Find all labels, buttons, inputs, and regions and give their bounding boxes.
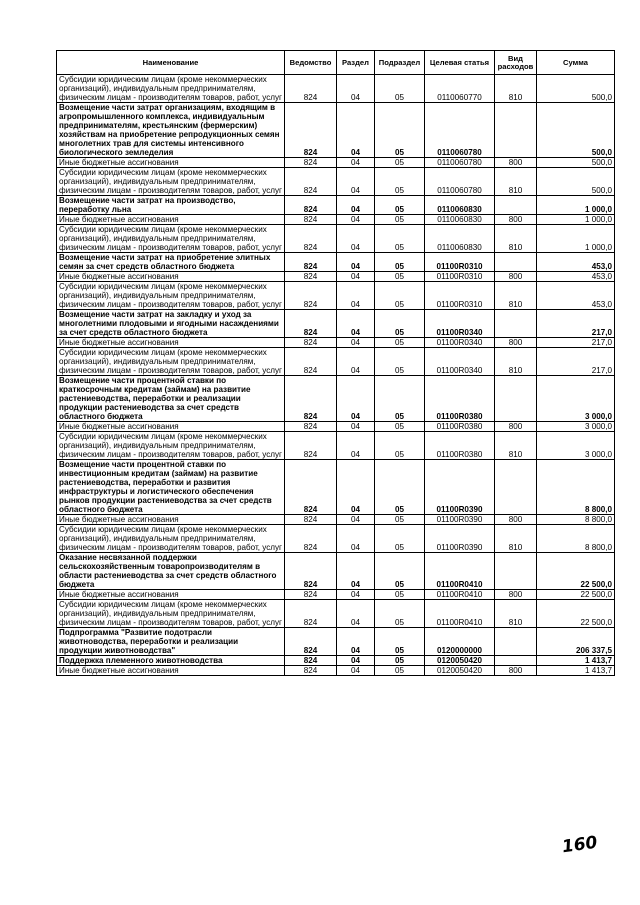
table-row	[57, 215, 615, 225]
table-row	[57, 158, 615, 168]
table-row	[57, 225, 615, 253]
row-sum: 217,0	[537, 338, 615, 348]
table-row	[57, 590, 615, 600]
row-target: 01100R0310	[425, 253, 495, 272]
row-sum: 217,0	[537, 348, 615, 376]
row-podrazdel: 05	[375, 432, 425, 460]
row-razdel: 04	[337, 338, 375, 348]
row-vedomstvo: 824	[285, 515, 337, 525]
row-target: 01100R0340	[425, 310, 495, 338]
row-podrazdel: 05	[375, 460, 425, 515]
row-vedomstvo: 824	[285, 215, 337, 225]
row-sum: 3 000,0	[537, 422, 615, 432]
row-razdel: 04	[337, 272, 375, 282]
table-row	[57, 376, 615, 422]
row-podrazdel: 05	[375, 422, 425, 432]
row-name: Субсидии юридическим лицам (кроме некоммерческих организаций), индивидуальным предпринимателям, физическим лицам - производителям товаров, работ, услуг	[57, 168, 285, 196]
row-vid	[495, 196, 537, 215]
row-razdel: 04	[337, 310, 375, 338]
row-vid: 800	[495, 590, 537, 600]
table-row	[57, 348, 615, 376]
row-name: Подпрограмма "Развитие подотрасли животноводства, переработки и реализации продукции животноводства"	[57, 628, 285, 656]
row-vid	[495, 376, 537, 422]
table-row	[57, 515, 615, 525]
row-razdel: 04	[337, 628, 375, 656]
row-name: Возмещение части затрат на приобретение элитных семян за счет средств областного бюджета	[57, 253, 285, 272]
table-row	[57, 553, 615, 590]
row-vedomstvo: 824	[285, 590, 337, 600]
row-name: Иные бюджетные ассигнования	[57, 272, 285, 282]
table-row	[57, 168, 615, 196]
row-name: Иные бюджетные ассигнования	[57, 422, 285, 432]
row-target: 0110060770	[425, 75, 495, 103]
header-name: Наименование	[57, 51, 285, 75]
table-row	[57, 282, 615, 310]
row-vedomstvo: 824	[285, 225, 337, 253]
row-vedomstvo: 824	[285, 103, 337, 158]
row-vid: 800	[495, 272, 537, 282]
header-vid: Вид расходов	[495, 51, 537, 75]
row-podrazdel: 05	[375, 525, 425, 553]
row-target: 0110060830	[425, 196, 495, 215]
table-row	[57, 196, 615, 215]
row-target: 01100R0410	[425, 553, 495, 590]
table-row	[57, 272, 615, 282]
table-row	[57, 656, 615, 666]
row-sum: 1 413,7	[537, 666, 615, 676]
row-sum: 206 337,5	[537, 628, 615, 656]
row-vedomstvo: 824	[285, 310, 337, 338]
row-target: 01100R0340	[425, 338, 495, 348]
row-sum: 453,0	[537, 282, 615, 310]
row-vid: 810	[495, 75, 537, 103]
table-row	[57, 75, 615, 103]
row-razdel: 04	[337, 215, 375, 225]
row-vedomstvo: 824	[285, 460, 337, 515]
row-razdel: 04	[337, 515, 375, 525]
row-vid	[495, 656, 537, 666]
table-row	[57, 600, 615, 628]
row-name: Субсидии юридическим лицам (кроме некоммерческих организаций), индивидуальным предпринимателям, физическим лицам - производителям товаров, работ, услуг	[57, 225, 285, 253]
row-razdel: 04	[337, 158, 375, 168]
row-razdel: 04	[337, 590, 375, 600]
row-target: 01100R0310	[425, 282, 495, 310]
row-vid	[495, 310, 537, 338]
row-sum: 22 500,0	[537, 600, 615, 628]
row-vedomstvo: 824	[285, 432, 337, 460]
row-sum: 500,0	[537, 158, 615, 168]
row-podrazdel: 05	[375, 310, 425, 338]
table-row	[57, 628, 615, 656]
row-name: Субсидии юридическим лицам (кроме некоммерческих организаций), индивидуальным предпринимателям, физическим лицам - производителям товаров, работ, услуг	[57, 600, 285, 628]
row-vid: 810	[495, 432, 537, 460]
row-name: Иные бюджетные ассигнования	[57, 215, 285, 225]
row-target: 0110060780	[425, 168, 495, 196]
row-razdel: 04	[337, 460, 375, 515]
row-razdel: 04	[337, 666, 375, 676]
row-sum: 3 000,0	[537, 376, 615, 422]
row-target: 01100R0410	[425, 600, 495, 628]
row-name: Оказание несвязанной поддержки сельскохозяйственным товаропроизводителям в области растениеводства за счет средств областного бюджета	[57, 553, 285, 590]
row-target: 01100R0390	[425, 515, 495, 525]
header-sum: Сумма	[537, 51, 615, 75]
row-name: Иные бюджетные ассигнования	[57, 515, 285, 525]
row-vedomstvo: 824	[285, 628, 337, 656]
row-vedomstvo: 824	[285, 525, 337, 553]
row-podrazdel: 05	[375, 272, 425, 282]
table-row	[57, 525, 615, 553]
row-podrazdel: 05	[375, 103, 425, 158]
row-razdel: 04	[337, 282, 375, 310]
row-sum: 22 500,0	[537, 590, 615, 600]
row-target: 0120000000	[425, 628, 495, 656]
row-podrazdel: 05	[375, 75, 425, 103]
row-podrazdel: 05	[375, 348, 425, 376]
row-target: 01100R0380	[425, 422, 495, 432]
row-razdel: 04	[337, 656, 375, 666]
row-razdel: 04	[337, 376, 375, 422]
row-podrazdel: 05	[375, 196, 425, 215]
row-razdel: 04	[337, 103, 375, 158]
row-razdel: 04	[337, 525, 375, 553]
row-target: 0110060830	[425, 225, 495, 253]
row-sum: 1 000,0	[537, 225, 615, 253]
row-sum: 500,0	[537, 168, 615, 196]
header-target: Целевая статья	[425, 51, 495, 75]
row-name: Поддержка племенного животноводства	[57, 656, 285, 666]
row-name: Иные бюджетные ассигнования	[57, 158, 285, 168]
row-target: 01100R0340	[425, 348, 495, 376]
row-podrazdel: 05	[375, 338, 425, 348]
row-target: 0120050420	[425, 656, 495, 666]
row-vid: 810	[495, 225, 537, 253]
row-podrazdel: 05	[375, 515, 425, 525]
row-name: Иные бюджетные ассигнования	[57, 338, 285, 348]
row-podrazdel: 05	[375, 282, 425, 310]
row-vedomstvo: 824	[285, 422, 337, 432]
row-name: Субсидии юридическим лицам (кроме некоммерческих организаций), индивидуальным предпринимателям, физическим лицам - производителям товаров, работ, услуг	[57, 282, 285, 310]
row-target: 01100R0410	[425, 590, 495, 600]
row-sum: 1 413,7	[537, 656, 615, 666]
row-vid: 810	[495, 282, 537, 310]
row-vid: 810	[495, 348, 537, 376]
row-name: Иные бюджетные ассигнования	[57, 590, 285, 600]
row-vid: 800	[495, 215, 537, 225]
row-vid: 800	[495, 515, 537, 525]
row-name: Иные бюджетные ассигнования	[57, 666, 285, 676]
row-target: 01100R0310	[425, 272, 495, 282]
row-sum: 1 000,0	[537, 215, 615, 225]
row-sum: 1 000,0	[537, 196, 615, 215]
row-name: Возмещение части затрат на производство, переработку льна	[57, 196, 285, 215]
row-sum: 217,0	[537, 310, 615, 338]
row-vedomstvo: 824	[285, 253, 337, 272]
row-vid	[495, 553, 537, 590]
row-vid: 800	[495, 422, 537, 432]
row-vedomstvo: 824	[285, 272, 337, 282]
row-vedomstvo: 824	[285, 75, 337, 103]
row-name: Возмещение части затрат организациям, входящим в агропромышленного комплекса, индивидуальным предпринимателям, крестьянским (фермерским) хозяйствам на приобретение репродукционных семян многолетних трав для системы интенсивного биологического земледелия	[57, 103, 285, 158]
row-vid	[495, 460, 537, 515]
table-row	[57, 310, 615, 338]
row-vid: 810	[495, 600, 537, 628]
row-vid	[495, 628, 537, 656]
row-name: Возмещение части процентной ставки по краткосрочным кредитам (займам) на развитие растениеводства, переработки и реализации продукции растениеводства за счет средств областного бюджета	[57, 376, 285, 422]
row-podrazdel: 05	[375, 168, 425, 196]
table-row	[57, 338, 615, 348]
row-vedomstvo: 824	[285, 196, 337, 215]
row-razdel: 04	[337, 553, 375, 590]
row-sum: 500,0	[537, 103, 615, 158]
table-body	[57, 75, 615, 676]
row-name: Субсидии юридическим лицам (кроме некоммерческих организаций), индивидуальным предпринимателям, физическим лицам - производителям товаров, работ, услуг	[57, 75, 285, 103]
row-sum: 453,0	[537, 272, 615, 282]
row-sum: 8 800,0	[537, 525, 615, 553]
row-sum: 22 500,0	[537, 553, 615, 590]
row-vid	[495, 103, 537, 158]
row-razdel: 04	[337, 196, 375, 215]
row-podrazdel: 05	[375, 215, 425, 225]
row-target: 0120050420	[425, 666, 495, 676]
budget-table	[56, 50, 615, 676]
row-razdel: 04	[337, 422, 375, 432]
row-vedomstvo: 824	[285, 168, 337, 196]
row-target: 0110060780	[425, 158, 495, 168]
row-vedomstvo: 824	[285, 376, 337, 422]
table-header-row	[57, 51, 615, 75]
row-sum: 8 800,0	[537, 515, 615, 525]
row-target: 0110060830	[425, 215, 495, 225]
row-vid: 800	[495, 158, 537, 168]
table-row	[57, 253, 615, 272]
row-name: Возмещение части затрат на закладку и уход за многолетними плодовыми и ягодными насаждениями за счет средств областного бюджета	[57, 310, 285, 338]
row-sum: 3 000,0	[537, 432, 615, 460]
row-vid	[495, 253, 537, 272]
row-vedomstvo: 824	[285, 348, 337, 376]
row-vedomstvo: 824	[285, 338, 337, 348]
row-podrazdel: 05	[375, 656, 425, 666]
row-vedomstvo: 824	[285, 600, 337, 628]
row-target: 01100R0390	[425, 525, 495, 553]
row-target: 01100R0390	[425, 460, 495, 515]
row-podrazdel: 05	[375, 666, 425, 676]
row-razdel: 04	[337, 600, 375, 628]
row-podrazdel: 05	[375, 553, 425, 590]
row-sum: 8 800,0	[537, 460, 615, 515]
row-razdel: 04	[337, 168, 375, 196]
row-target: 0110060780	[425, 103, 495, 158]
row-vedomstvo: 824	[285, 282, 337, 310]
row-vid: 800	[495, 666, 537, 676]
row-name: Возмещение части процентной ставки по инвестиционным кредитам (займам) на развитие растениеводства, переработки и развития инфраструктуры и логистического обеспечения рынков продукции растениеводства за счет средств областного бюджета	[57, 460, 285, 515]
row-podrazdel: 05	[375, 253, 425, 272]
table-row	[57, 103, 615, 158]
header-vedomstvo: Ведомство	[285, 51, 337, 75]
row-vedomstvo: 824	[285, 158, 337, 168]
row-podrazdel: 05	[375, 376, 425, 422]
row-podrazdel: 05	[375, 600, 425, 628]
row-name: Субсидии юридическим лицам (кроме некоммерческих организаций), индивидуальным предпринимателям, физическим лицам - производителям товаров, работ, услуг	[57, 348, 285, 376]
page-number: 160	[560, 832, 599, 858]
row-podrazdel: 05	[375, 590, 425, 600]
row-podrazdel: 05	[375, 628, 425, 656]
row-vedomstvo: 824	[285, 553, 337, 590]
table-row	[57, 422, 615, 432]
row-name: Субсидии юридическим лицам (кроме некоммерческих организаций), индивидуальным предпринимателям, физическим лицам - производителям товаров, работ, услуг	[57, 525, 285, 553]
header-razdel: Раздел	[337, 51, 375, 75]
row-podrazdel: 05	[375, 158, 425, 168]
row-razdel: 04	[337, 432, 375, 460]
row-vid: 800	[495, 338, 537, 348]
table-row	[57, 666, 615, 676]
row-vedomstvo: 824	[285, 666, 337, 676]
row-podrazdel: 05	[375, 225, 425, 253]
row-razdel: 04	[337, 75, 375, 103]
row-sum: 453,0	[537, 253, 615, 272]
row-razdel: 04	[337, 225, 375, 253]
table-row	[57, 460, 615, 515]
row-razdel: 04	[337, 253, 375, 272]
row-target: 01100R0380	[425, 432, 495, 460]
row-sum: 500,0	[537, 75, 615, 103]
row-vid: 810	[495, 525, 537, 553]
row-name: Субсидии юридическим лицам (кроме некоммерческих организаций), индивидуальным предпринимателям, физическим лицам - производителям товаров, работ, услуг	[57, 432, 285, 460]
row-razdel: 04	[337, 348, 375, 376]
row-vid: 810	[495, 168, 537, 196]
row-target: 01100R0380	[425, 376, 495, 422]
header-podrazdel: Подраздел	[375, 51, 425, 75]
row-vedomstvo: 824	[285, 656, 337, 666]
table-row	[57, 432, 615, 460]
